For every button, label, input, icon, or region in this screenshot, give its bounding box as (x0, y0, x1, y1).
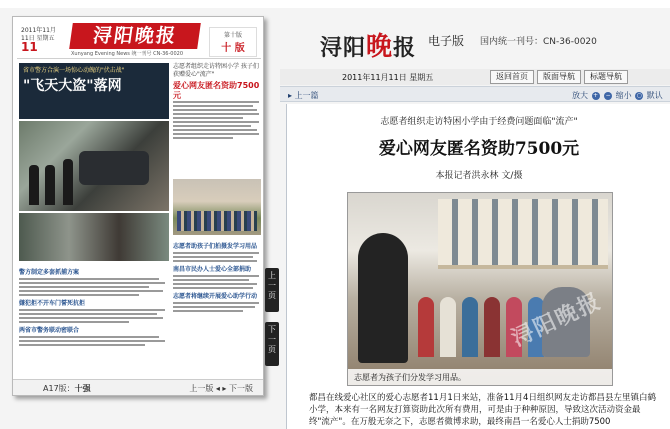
person-shape (63, 159, 73, 205)
zoom-out-button[interactable]: 缩小 (615, 91, 632, 100)
child-figure (440, 297, 456, 357)
newspaper-section-head: 志愿者助孩子们拍摄发学习用品 (173, 243, 258, 250)
volunteer-figure (358, 233, 408, 363)
newspaper-masthead (17, 21, 261, 59)
article-toolbar (280, 86, 670, 102)
newspaper-section-head: 两省市警务联动密联合 (19, 327, 80, 334)
newspaper-page-thumbnail[interactable] (12, 16, 264, 396)
article-panel (286, 104, 670, 429)
child-figure (418, 297, 434, 357)
zoom-in-button[interactable]: 放大 (572, 91, 588, 100)
newspaper-section-head: 志愿者将继续开展爱心助学行动 (173, 293, 258, 300)
zoom-in-icon[interactable]: + (593, 91, 599, 99)
prev-edition-link[interactable]: 上一版 (189, 384, 214, 393)
newspaper-text-block-1 (19, 265, 169, 348)
newspaper-headline-box[interactable] (19, 63, 169, 119)
edition-indicator: A17版：十强 (43, 384, 91, 393)
newspaper-headline-kicker: 省市警方合演一场惊心动魄的"伏击战" (23, 67, 125, 74)
article-byline: 本报记者洪永林 文/摄 (435, 171, 523, 181)
article-body: 都昌在线爱心社区的爱心志愿者11月1日来站，准备11月4日组织网友走访都昌县左里镇白鹤小学，本来有一名网友打算资助此次所有费用，可是由于种种原因，导致这次活动资金最终"流产"。在万般无奈之下，志愿者微博求助，最终南昌一名爱心人士捐助7500 (309, 393, 656, 427)
child-figure (484, 297, 500, 357)
newspaper-column-left (19, 63, 169, 393)
newspaper-date: 2011年11月11日 星期五 11 (21, 27, 56, 54)
newspaper-section-head: 嫌犯拒不开车门誓死抗拒 (19, 300, 86, 307)
newspaper-col2-title[interactable]: 爱心网友匿名资助7500元 (173, 81, 260, 100)
zoom-reset-icon[interactable]: ○ (636, 91, 642, 99)
car-shape (79, 151, 149, 185)
newspaper-photo-scene (19, 213, 169, 261)
article-photo (347, 192, 613, 386)
newspaper-edition-box: 第十版 十 版 (209, 27, 257, 57)
zoom-controls (572, 90, 663, 101)
layout-nav-button[interactable]: 版面导航 (537, 70, 581, 84)
person-shape (45, 165, 55, 205)
building-shape (438, 199, 608, 269)
top-strip (0, 0, 670, 8)
newspaper-section-head: 警方制定多套抓捕方案 (19, 269, 80, 276)
next-edition-link[interactable]: 下一版 (229, 384, 253, 393)
newspaper-headline: "飞天大盗"落网 (23, 78, 122, 94)
title-nav-button[interactable]: 标题导航 (584, 70, 628, 84)
arrow-left-icon: ▸ (288, 91, 293, 100)
current-date: 2011年11月11日 星期五 (342, 73, 434, 82)
newspaper-photo-arrest (19, 121, 169, 211)
children-shape (177, 211, 257, 231)
arrow-icon: ◂ ▸ (215, 384, 227, 393)
newspaper-footer (13, 379, 264, 395)
brand-header (320, 24, 620, 64)
brand-logo: 浔阳晚报 (320, 32, 417, 62)
newspaper-photo-children (173, 179, 261, 235)
back-home-button[interactable]: 返回首页 (490, 70, 534, 84)
newspaper-col2-kicker: 志愿者组织走访特困小学 孩子们获赠爱心"流产" (173, 63, 259, 78)
child-figure (462, 297, 478, 357)
prev-article-link[interactable]: ▸ 上一篇 (288, 91, 319, 100)
person-shape (29, 165, 39, 205)
brand-issn: 国内统一刊号：CN-36-0020 (480, 37, 597, 47)
photo-watermark: 浔阳晚报 (508, 288, 606, 352)
newspaper-section-head: 南昌市民办人士爱心全部捐助 (173, 266, 252, 273)
zoom-out-icon[interactable]: − (605, 91, 611, 99)
newspaper-col2-text-2 (173, 239, 261, 314)
newspaper-logo: 浔阳晚报 (69, 23, 201, 49)
newspaper-page-number: 11 (21, 40, 38, 54)
article-kicker: 志愿者组织走访特困小学由于经费问题面临"流产" (380, 117, 578, 127)
newspaper-col2-text (173, 101, 261, 141)
photo-caption: 志愿者为孩子们分发学习用品。 (348, 369, 613, 385)
next-page-button[interactable]: 下一页 (265, 322, 279, 366)
article-title: 爱心网友匿名资助7500元 (378, 139, 580, 159)
newspaper-subtitle: Xunyang Evening News 统一刊号 CN-36-0020 (71, 51, 184, 57)
brand-edition-label: 电子版 (428, 34, 465, 48)
newspaper-column-right (173, 63, 261, 393)
edition-nav (189, 383, 253, 394)
zoom-reset-button[interactable]: 默认 (646, 91, 663, 100)
prev-page-button[interactable]: 上一页 (265, 268, 279, 312)
